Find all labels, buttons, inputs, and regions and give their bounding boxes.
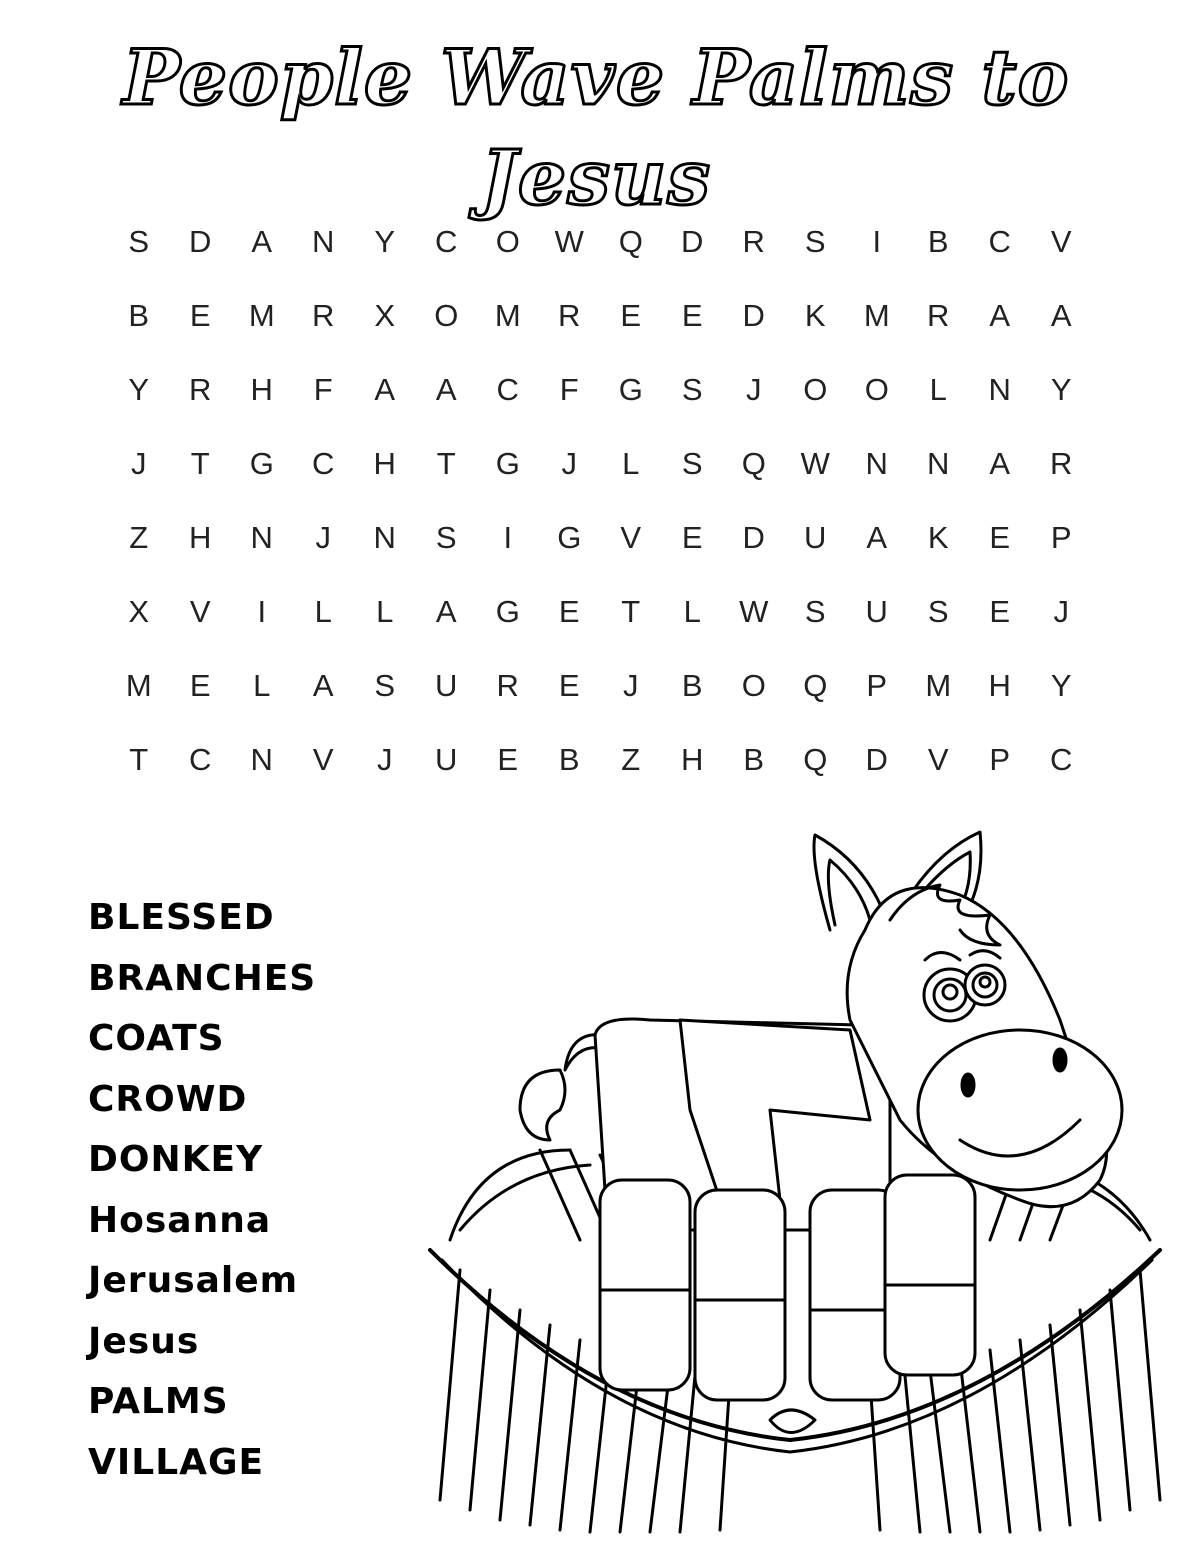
word-list — [88, 888, 316, 1493]
grid-letter: N — [988, 372, 1011, 407]
grid-letter: S — [804, 224, 826, 259]
grid-letter: N — [250, 520, 273, 555]
grid-letter: I — [872, 224, 882, 259]
grid-letter: R — [927, 298, 950, 333]
grid-letter: D — [742, 520, 765, 555]
grid-letter: E — [189, 298, 211, 333]
grid-letter: N — [927, 446, 950, 481]
grid-letter: C — [435, 224, 458, 259]
grid-letter: B — [927, 224, 949, 259]
grid-letter: J — [561, 446, 577, 481]
donkey-illustration — [420, 820, 1180, 1540]
grid-letter: A — [866, 520, 888, 555]
word-list-item: Hosanna — [88, 1199, 272, 1241]
grid-letter: D — [742, 298, 765, 333]
grid-letter: Q — [803, 742, 828, 777]
grid-letter: T — [621, 594, 641, 629]
grid-letter: H — [681, 742, 704, 777]
grid-letter: Q — [741, 446, 766, 481]
word-list-item: Jerusalem — [88, 1260, 299, 1301]
grid-letter: J — [131, 446, 147, 481]
grid-letter: C — [1050, 742, 1073, 777]
grid-letter: H — [373, 446, 396, 481]
grid-letter: J — [623, 668, 639, 703]
grid-letter: Y — [128, 372, 150, 407]
grid-letter: O — [803, 372, 828, 407]
grid-letter: N — [865, 446, 888, 481]
grid-letter: W — [739, 594, 769, 629]
grid-letter: S — [804, 594, 826, 629]
grid-letter: W — [554, 224, 584, 259]
grid-letter: R — [496, 668, 519, 703]
grid-letter: G — [495, 594, 520, 629]
grid-letter: R — [558, 298, 581, 333]
grid-letter: E — [989, 594, 1011, 629]
grid-letter: D — [865, 742, 888, 777]
word-list-item: Jesus — [88, 1320, 200, 1362]
grid-letter: D — [681, 224, 704, 259]
grid-letter: B — [743, 742, 765, 777]
grid-letter: C — [988, 224, 1011, 259]
grid-letter: T — [190, 446, 210, 481]
grid-letter: E — [989, 520, 1011, 555]
grid-letter: E — [558, 594, 580, 629]
grid-letter: Q — [618, 224, 643, 259]
grid-letter: S — [927, 594, 949, 629]
grid-letter: Y — [1050, 372, 1072, 407]
grid-letter: R — [312, 298, 335, 333]
grid-letter: U — [804, 520, 827, 555]
grid-letter: L — [314, 594, 332, 629]
grid-letter: V — [312, 742, 334, 777]
grid-letter: Y — [374, 224, 396, 259]
grid-letter: N — [373, 520, 396, 555]
grid-letter: R — [189, 372, 212, 407]
grid-letter: L — [683, 594, 701, 629]
grid-letter: I — [503, 520, 513, 555]
grid-letter: O — [495, 224, 520, 259]
grid-letter: K — [804, 298, 826, 333]
grid-letter: E — [681, 520, 703, 555]
grid-letter: V — [927, 742, 949, 777]
grid-letter: L — [929, 372, 947, 407]
word-list-item: DONKEY — [88, 1139, 264, 1180]
grid-letter: S — [681, 372, 703, 407]
grid-letter: E — [620, 298, 642, 333]
grid-letter: M — [863, 298, 890, 333]
grid-letter: Q — [803, 668, 828, 703]
grid-letter: V — [189, 594, 211, 629]
grid-letter: S — [374, 668, 396, 703]
grid-letter: S — [681, 446, 703, 481]
grid-letter: A — [312, 668, 334, 703]
grid-letter: A — [435, 594, 457, 629]
grid-letter: R — [742, 224, 765, 259]
grid-letter: E — [497, 742, 519, 777]
grid-letter: L — [622, 446, 640, 481]
grid-letter: I — [257, 594, 267, 629]
grid-letter: C — [189, 742, 212, 777]
grid-letter: X — [128, 594, 150, 629]
grid-letter: G — [618, 372, 643, 407]
grid-letter: C — [312, 446, 335, 481]
grid-letter: M — [248, 298, 275, 333]
grid-letter: S — [128, 224, 150, 259]
grid-letter: O — [434, 298, 459, 333]
word-list-item: CROWD — [88, 1078, 248, 1120]
grid-letter: J — [746, 372, 762, 407]
grid-letter: B — [558, 742, 580, 777]
grid-letter: L — [253, 668, 271, 703]
grid-letter: A — [989, 298, 1011, 333]
grid-letter: J — [315, 520, 331, 555]
grid-letter: A — [1050, 298, 1072, 333]
grid-letter: N — [312, 224, 335, 259]
grid-letter: O — [741, 668, 766, 703]
grid-letter: X — [374, 298, 396, 333]
grid-letter: A — [435, 372, 457, 407]
grid-letter: V — [620, 520, 642, 555]
grid-letter: J — [1053, 594, 1069, 629]
word-list-item: PALMS — [88, 1381, 229, 1422]
grid-letter: O — [864, 372, 889, 407]
grid-letter: M — [925, 668, 952, 703]
word-list-item: BLESSED — [88, 897, 275, 938]
grid-letter: J — [377, 742, 393, 777]
word-search-grid — [108, 205, 1092, 797]
grid-letter: T — [436, 446, 456, 481]
grid-letter: S — [435, 520, 457, 555]
grid-letter: P — [989, 742, 1011, 777]
grid-letter: W — [800, 446, 830, 481]
word-list-item: COATS — [88, 1018, 225, 1059]
grid-letter: Z — [129, 520, 149, 555]
grid-letter: G — [495, 446, 520, 481]
grid-letter: F — [313, 372, 333, 407]
grid-letter: E — [681, 298, 703, 333]
grid-letter: A — [374, 372, 396, 407]
grid-letter: M — [494, 298, 521, 333]
grid-letter: Y — [1050, 668, 1072, 703]
grid-letter: E — [189, 668, 211, 703]
grid-letter: K — [927, 520, 949, 555]
grid-letter: B — [128, 298, 150, 333]
grid-letter: U — [865, 594, 888, 629]
grid-letter: A — [989, 446, 1011, 481]
word-list-item: VILLAGE — [88, 1441, 265, 1483]
grid-letter: F — [559, 372, 579, 407]
grid-letter: G — [557, 520, 582, 555]
grid-letter: A — [251, 224, 273, 259]
grid-letter: P — [1050, 520, 1072, 555]
grid-letter: V — [1050, 224, 1072, 259]
grid-letter: G — [249, 446, 274, 481]
grid-letter: H — [250, 372, 273, 407]
grid-letter: H — [189, 520, 212, 555]
grid-letter: N — [250, 742, 273, 777]
page-title: People Wave Palms to Jesus — [122, 33, 1070, 222]
grid-letter: L — [376, 594, 394, 629]
grid-letter: Z — [621, 742, 641, 777]
grid-letter: B — [681, 668, 703, 703]
grid-letter: P — [866, 668, 888, 703]
grid-letter: C — [496, 372, 519, 407]
word-list-item: BRANCHES — [88, 957, 317, 999]
grid-letter: H — [988, 668, 1011, 703]
grid-letter: D — [189, 224, 212, 259]
grid-letter: R — [1050, 446, 1073, 481]
grid-letter: M — [125, 668, 152, 703]
grid-letter: T — [129, 742, 149, 777]
grid-letter: E — [558, 668, 580, 703]
grid-letter: U — [435, 668, 458, 703]
grid-letter: U — [435, 742, 458, 777]
